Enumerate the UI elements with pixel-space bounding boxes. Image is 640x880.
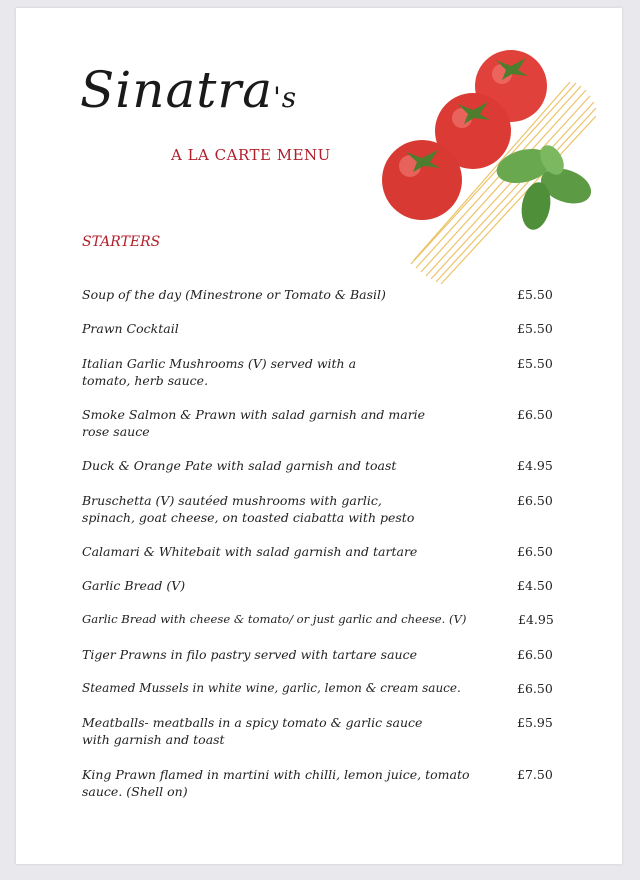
section-title-starters: STARTERS bbox=[82, 234, 161, 250]
item-price: £4.50 bbox=[517, 578, 553, 593]
item-name: Meatballs- meatballs in a spicy tomato & garlic sauce with garnish and toast bbox=[82, 715, 423, 747]
item-name: Duck & Orange Pate with salad garnish and toast bbox=[82, 458, 397, 473]
item-price: £6.50 bbox=[517, 544, 553, 559]
tomatoes-image bbox=[382, 50, 547, 220]
restaurant-logo bbox=[80, 60, 297, 128]
item-price: £6.50 bbox=[517, 647, 553, 662]
item-price: £5.50 bbox=[517, 356, 553, 371]
item-name: Garlic Bread with cheese & tomato/ or just garlic and cheese. (V) bbox=[82, 612, 467, 626]
item-name: Italian Garlic Mushrooms (V) served with a tomato, herb sauce. bbox=[82, 356, 357, 388]
item-name: Garlic Bread (V) bbox=[82, 578, 186, 593]
item-price: £4.95 bbox=[518, 612, 554, 627]
basil-leaves-image bbox=[493, 141, 596, 232]
item-price: £4.95 bbox=[517, 458, 553, 473]
menu-subtitle: A LA CARTE MENU bbox=[171, 146, 331, 164]
item-price: £5.50 bbox=[517, 321, 553, 336]
tomato-pasta-illustration bbox=[356, 38, 596, 298]
item-price: £6.50 bbox=[517, 681, 553, 696]
item-name: Tiger Prawns in filo pastry served with tartare sauce bbox=[82, 647, 417, 662]
item-name: Bruschetta (V) sautéed mushrooms with garlic, spinach, goat cheese, on toasted ciabatta with pesto bbox=[82, 493, 415, 525]
item-price: £5.50 bbox=[517, 287, 553, 302]
item-name: Soup of the day (Minestrone or Tomato & Basil) bbox=[82, 287, 386, 302]
item-name: Prawn Cocktail bbox=[82, 321, 179, 336]
item-name: Smoke Salmon & Prawn with salad garnish and marie rose sauce bbox=[82, 407, 426, 439]
item-name: Calamari & Whitebait with salad garnish and tartare bbox=[82, 544, 418, 559]
item-price: £6.50 bbox=[517, 407, 553, 422]
item-name: Steamed Mussels in white wine, garlic, lemon & cream sauce. bbox=[82, 681, 461, 695]
logo-text: Sinatra's bbox=[80, 61, 298, 119]
menu-page bbox=[16, 8, 622, 864]
item-price: £6.50 bbox=[517, 493, 553, 508]
item-price: £5.95 bbox=[517, 715, 553, 730]
item-name: King Prawn flamed in martini with chilli, lemon juice, tomato sauce. (Shell on) bbox=[82, 767, 470, 799]
item-price: £7.50 bbox=[517, 767, 553, 782]
